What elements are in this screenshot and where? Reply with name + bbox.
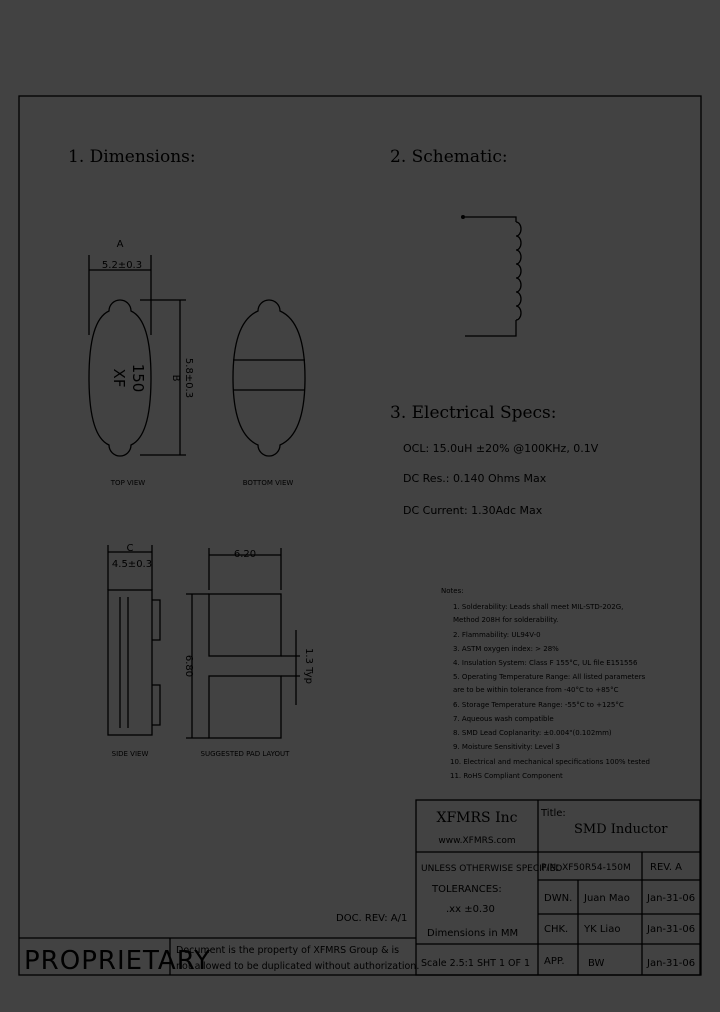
note-item: 2. Flammability: UL94V-0 [453, 631, 541, 639]
note-item: 11. RoHS Compliant Component [450, 772, 563, 780]
dwn-date: Jan-31-06 [647, 893, 696, 904]
spec-dc-res: DC Res.: 0.140 Ohms Max [403, 472, 547, 485]
dwn-label: DWN. [544, 893, 573, 904]
notes-title: Notes: [441, 587, 464, 595]
dim-pad-gap: 1.3 Typ [303, 648, 314, 684]
company-website: www.XFMRS.com [438, 836, 516, 846]
tolerances-label: TOLERANCES: [432, 884, 502, 895]
dimensions-unit: Dimensions in MM [427, 928, 519, 939]
part-number: P/N: XF50R54-150M [541, 863, 631, 873]
revision: REV. A [650, 862, 683, 873]
inductor-schematic [461, 215, 521, 336]
electrical-specs-heading: 3. Electrical Specs: [390, 403, 557, 423]
note-item: Method 208H for solderability. [453, 616, 559, 624]
marking-150: 150 [129, 363, 147, 393]
note-item: 10. Electrical and mechanical specifications 100% tested [450, 758, 650, 766]
proprietary-notice-line-2: not allowed to be duplicated without authorization. [176, 961, 420, 972]
top-view-label: TOP VIEW [110, 479, 146, 487]
note-item: are to be within tolerance from -40°C to +85°C [453, 686, 619, 694]
dim-c-label: C [126, 543, 134, 554]
dim-pad-width: 6.20 [233, 549, 257, 560]
schematic-heading: 2. Schematic: [390, 147, 508, 167]
drawing-title: SMD Inductor [574, 822, 668, 837]
title-block [416, 800, 700, 975]
bottom-view-label: BOTTOM VIEW [242, 479, 294, 487]
app-date: Jan-31-06 [647, 958, 696, 969]
unless-specified: UNLESS OTHERWISE SPECIFIED [421, 864, 563, 874]
note-item: 3. ASTM oxygen index: > 28% [453, 645, 559, 653]
chk-date: Jan-31-06 [647, 924, 696, 935]
tolerance-value: .xx ±0.30 [446, 904, 495, 915]
proprietary-notice-line-1: Document is the property of XFMRS Group & is [176, 945, 400, 956]
title-label: Title: [541, 808, 566, 819]
dim-pad-height: 6.80 [183, 654, 194, 678]
dim-a-label: A [116, 239, 124, 250]
spec-dc-current: DC Current: 1.30Adc Max [403, 504, 543, 517]
proprietary-strip [19, 938, 419, 976]
dimensions-heading: 1. Dimensions: [68, 147, 196, 167]
side-view [108, 543, 160, 758]
dwn-name: Juan Mao [584, 893, 630, 904]
side-view-label: SIDE VIEW [111, 750, 149, 758]
notes-block [441, 587, 650, 780]
pad-layout-label: SUGGESTED PAD LAYOUT [200, 750, 290, 758]
dim-a-value: 5.2±0.3 [101, 260, 143, 271]
dim-b-value: 5.8±0.3 [183, 357, 194, 399]
pad-upper [209, 594, 281, 656]
pad-layout [183, 548, 314, 758]
note-item: 6. Storage Temperature Range: -55°C to +125°C [453, 701, 624, 709]
marking-xf: XF [110, 368, 128, 388]
chk-name: YK Liao [584, 924, 621, 935]
pad-lower [209, 676, 281, 738]
note-item: 1. Solderability: Leads shall meet MIL-STD-202G, [453, 603, 624, 611]
proprietary-label: PROPRIETARY [24, 946, 211, 976]
dim-c-value: 4.5±0.3 [111, 559, 153, 570]
top-view [89, 239, 194, 487]
spec-ocl: OCL: 15.0uH ±20% @100KHz, 0.1V [403, 442, 599, 455]
scale-sheet: Scale 2.5:1 SHT 1 OF 1 [421, 958, 531, 969]
chk-label: CHK. [544, 924, 569, 935]
app-label: APP. [544, 956, 565, 967]
bottom-view [233, 300, 305, 487]
doc-revision: DOC. REV: A/1 [336, 913, 408, 924]
dim-b-label: B [170, 374, 181, 382]
note-item: 8. SMD Lead Coplanarity: ±0.004"(0.102mm) [453, 729, 612, 737]
note-item: 9. Moisture Sensitivity: Level 3 [453, 743, 560, 751]
note-item: 5. Operating Temperature Range: All listed parameters [453, 673, 646, 681]
note-item: 7. Aqueous wash compatible [453, 715, 554, 723]
app-name: BW [588, 958, 605, 969]
sheet-border [19, 96, 701, 975]
company-name: XFMRS Inc [436, 810, 518, 826]
note-item: 4. Insulation System: Class F 155°C, UL file E151556 [453, 659, 638, 667]
